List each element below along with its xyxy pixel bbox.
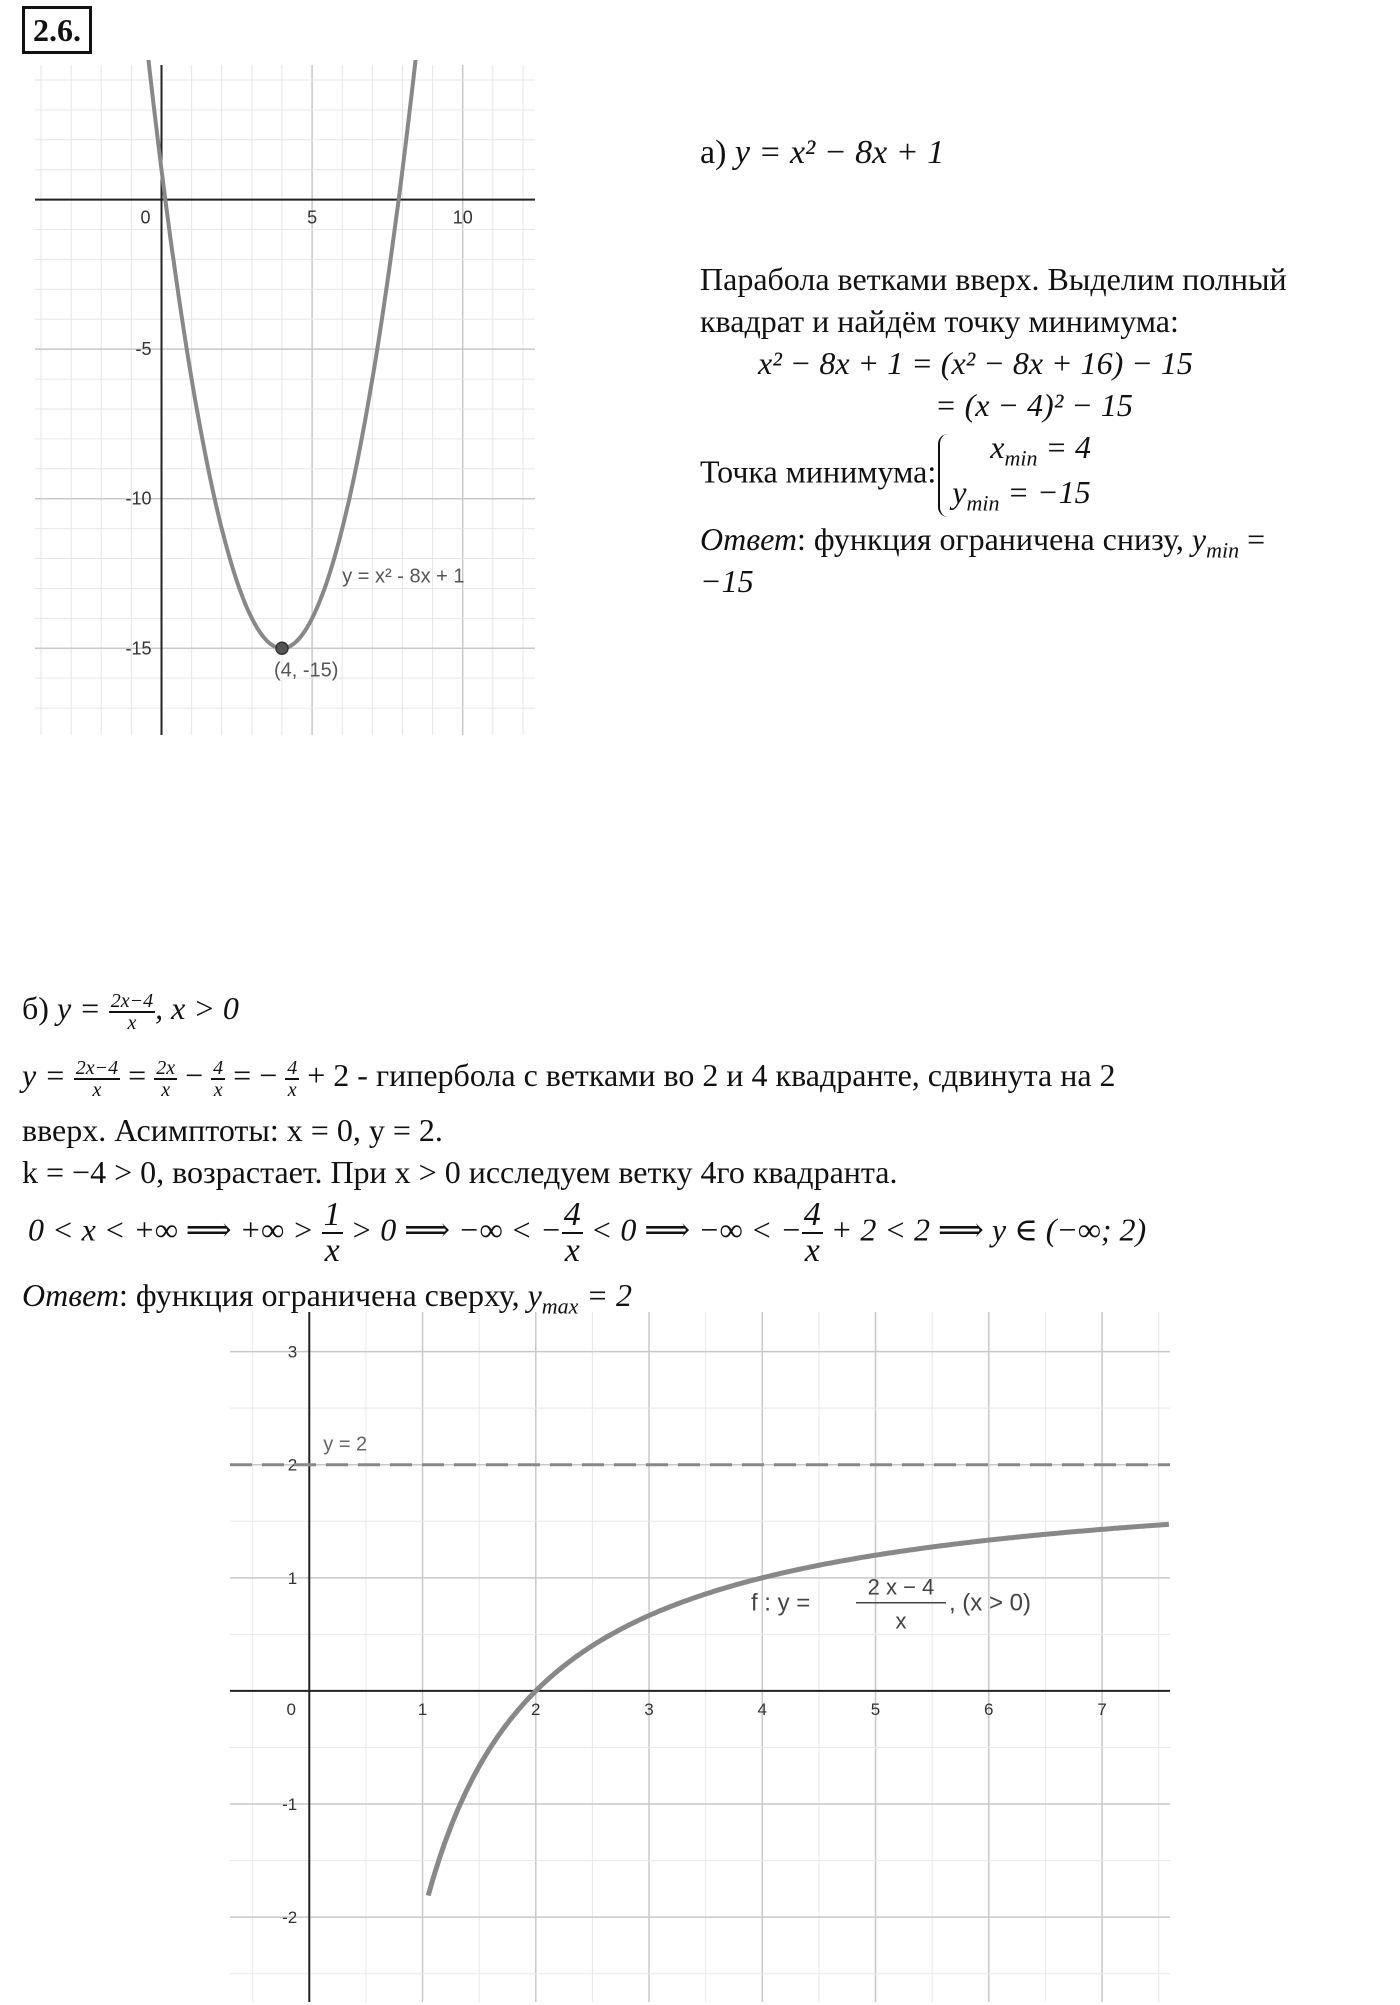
x-tick-label: 7 <box>1097 1699 1107 1719</box>
parabola-curve <box>143 60 416 648</box>
ymin-line: $y_{min} = -15$ <box>952 474 1091 516</box>
parabola-chart <box>30 60 680 940</box>
x-tick-label: 4 <box>757 1699 768 1719</box>
answer-sub: min <box>1206 537 1240 563</box>
derivation-line-2: = (x − 4)² − 15 <box>935 387 1133 423</box>
part-b-inequality-chain: 0 < x < +∞ ⟹ +∞ > $\frac{1}{x}$ > 0 ⟹ −∞ < − $\frac{4}{x}$ < 0 ⟹ −∞ < − $\frac{4}{x}$ + 2 < 2 ⟹ y ∈ (−∞; 2) <box>28 1196 1147 1269</box>
chart-b-tick-labels <box>282 1343 1107 1928</box>
x-tick-label: 0 <box>140 207 151 228</box>
x-tick-label: 0 <box>286 1699 297 1719</box>
system-brace <box>936 430 1091 521</box>
y-tick-label: 2 <box>287 1455 298 1475</box>
answer-word: Ответ <box>700 521 797 557</box>
part-b-heading <box>22 988 239 1033</box>
parabola-curve-label: y = x² - 8x + 1 <box>342 565 465 588</box>
derivation-line-1: x² − 8x + 1 = (x² − 8x + 16) − 15 <box>758 345 1193 381</box>
chart-b-grid <box>230 1312 1170 2002</box>
x-tick-label: 6 <box>984 1699 994 1719</box>
part-b-label: б) <box>22 990 49 1026</box>
part-a-text-line-2: квадрат и найдём точку минимума: <box>700 303 1179 339</box>
answer-text: : функция ограничена снизу, <box>797 521 1192 557</box>
y-tick-label: 1 <box>287 1568 298 1588</box>
x-tick-label: 5 <box>870 1699 881 1719</box>
part-b-line-4: k = −4 > 0, возрастает. При x > 0 исследуем ветку 4го квадранта. <box>22 1154 898 1190</box>
part-b-fraction: $\frac{2x-4}{x}$ <box>110 989 154 1034</box>
part-b-line-2: y = $\frac{2x-4}{x}$ = $\frac{2x}{x}$ − $\frac{4}{x}$ = − $\frac{4}{x}$ + 2 - гипербола с ветками во 2 и 4 квадранте, сдвинута на 2 <box>22 1056 1116 1101</box>
part-a-heading <box>700 133 944 173</box>
hyperbola-chart <box>230 1310 1190 2005</box>
y-tick-label: -10 <box>125 488 152 509</box>
y-tick-label: -15 <box>125 638 152 659</box>
part-a-answer <box>700 519 1265 570</box>
chart-a-axes <box>35 65 535 735</box>
chart-a-grid <box>35 65 535 735</box>
part-b-answer: Ответ: функция ограничена сверху, $y_{max} = 2$ <box>22 1277 633 1319</box>
asymptote-label: y = 2 <box>323 1433 368 1456</box>
part-a-label: а) <box>700 134 727 171</box>
minimum-point <box>276 642 288 654</box>
y-tick-label: -5 <box>135 339 152 360</box>
svg-text:x: x <box>895 1608 907 1634</box>
part-b-line-3: вверх. Асимптоты: x = 0, y = 2. <box>22 1112 443 1148</box>
minimum-point-system <box>700 430 1091 521</box>
chart-b-axes <box>230 1312 1170 2002</box>
minimum-point-text: Точка минимума: <box>700 453 937 490</box>
x-tick-label: 3 <box>644 1699 654 1719</box>
part-a-text-line-1: Парабола ветками вверх. Выделим полный <box>700 261 1287 297</box>
minimum-point-label: (4, -15) <box>273 659 339 682</box>
task-number: 2.6. <box>22 6 92 54</box>
y-tick-label: -2 <box>282 1908 298 1928</box>
y-tick-label: 3 <box>287 1342 298 1362</box>
part-b-condition: , x > 0 <box>155 990 239 1026</box>
y-tick-label: -1 <box>282 1795 298 1815</box>
svg-text:f : y =: f : y = <box>750 1589 811 1617</box>
x-tick-label: 2 <box>531 1699 541 1719</box>
svg-text:, (x > 0): , (x > 0) <box>948 1589 1031 1617</box>
answer-word: Ответ <box>22 1277 119 1313</box>
part-b-y: y = <box>56 990 101 1026</box>
answer-eq: = <box>1239 521 1266 557</box>
x-tick-label: 1 <box>417 1699 428 1719</box>
part-a-answer-value: −15 <box>700 563 754 599</box>
x-tick-label: 10 <box>452 207 473 228</box>
xmin-line: $x_{min} = 4$ <box>990 429 1092 471</box>
answer-var: y <box>1191 521 1207 557</box>
x-tick-label: 5 <box>307 207 318 228</box>
part-a-equation: y = x² − 8x + 1 <box>734 134 945 171</box>
svg-text:2 x − 4: 2 x − 4 <box>867 1574 935 1600</box>
